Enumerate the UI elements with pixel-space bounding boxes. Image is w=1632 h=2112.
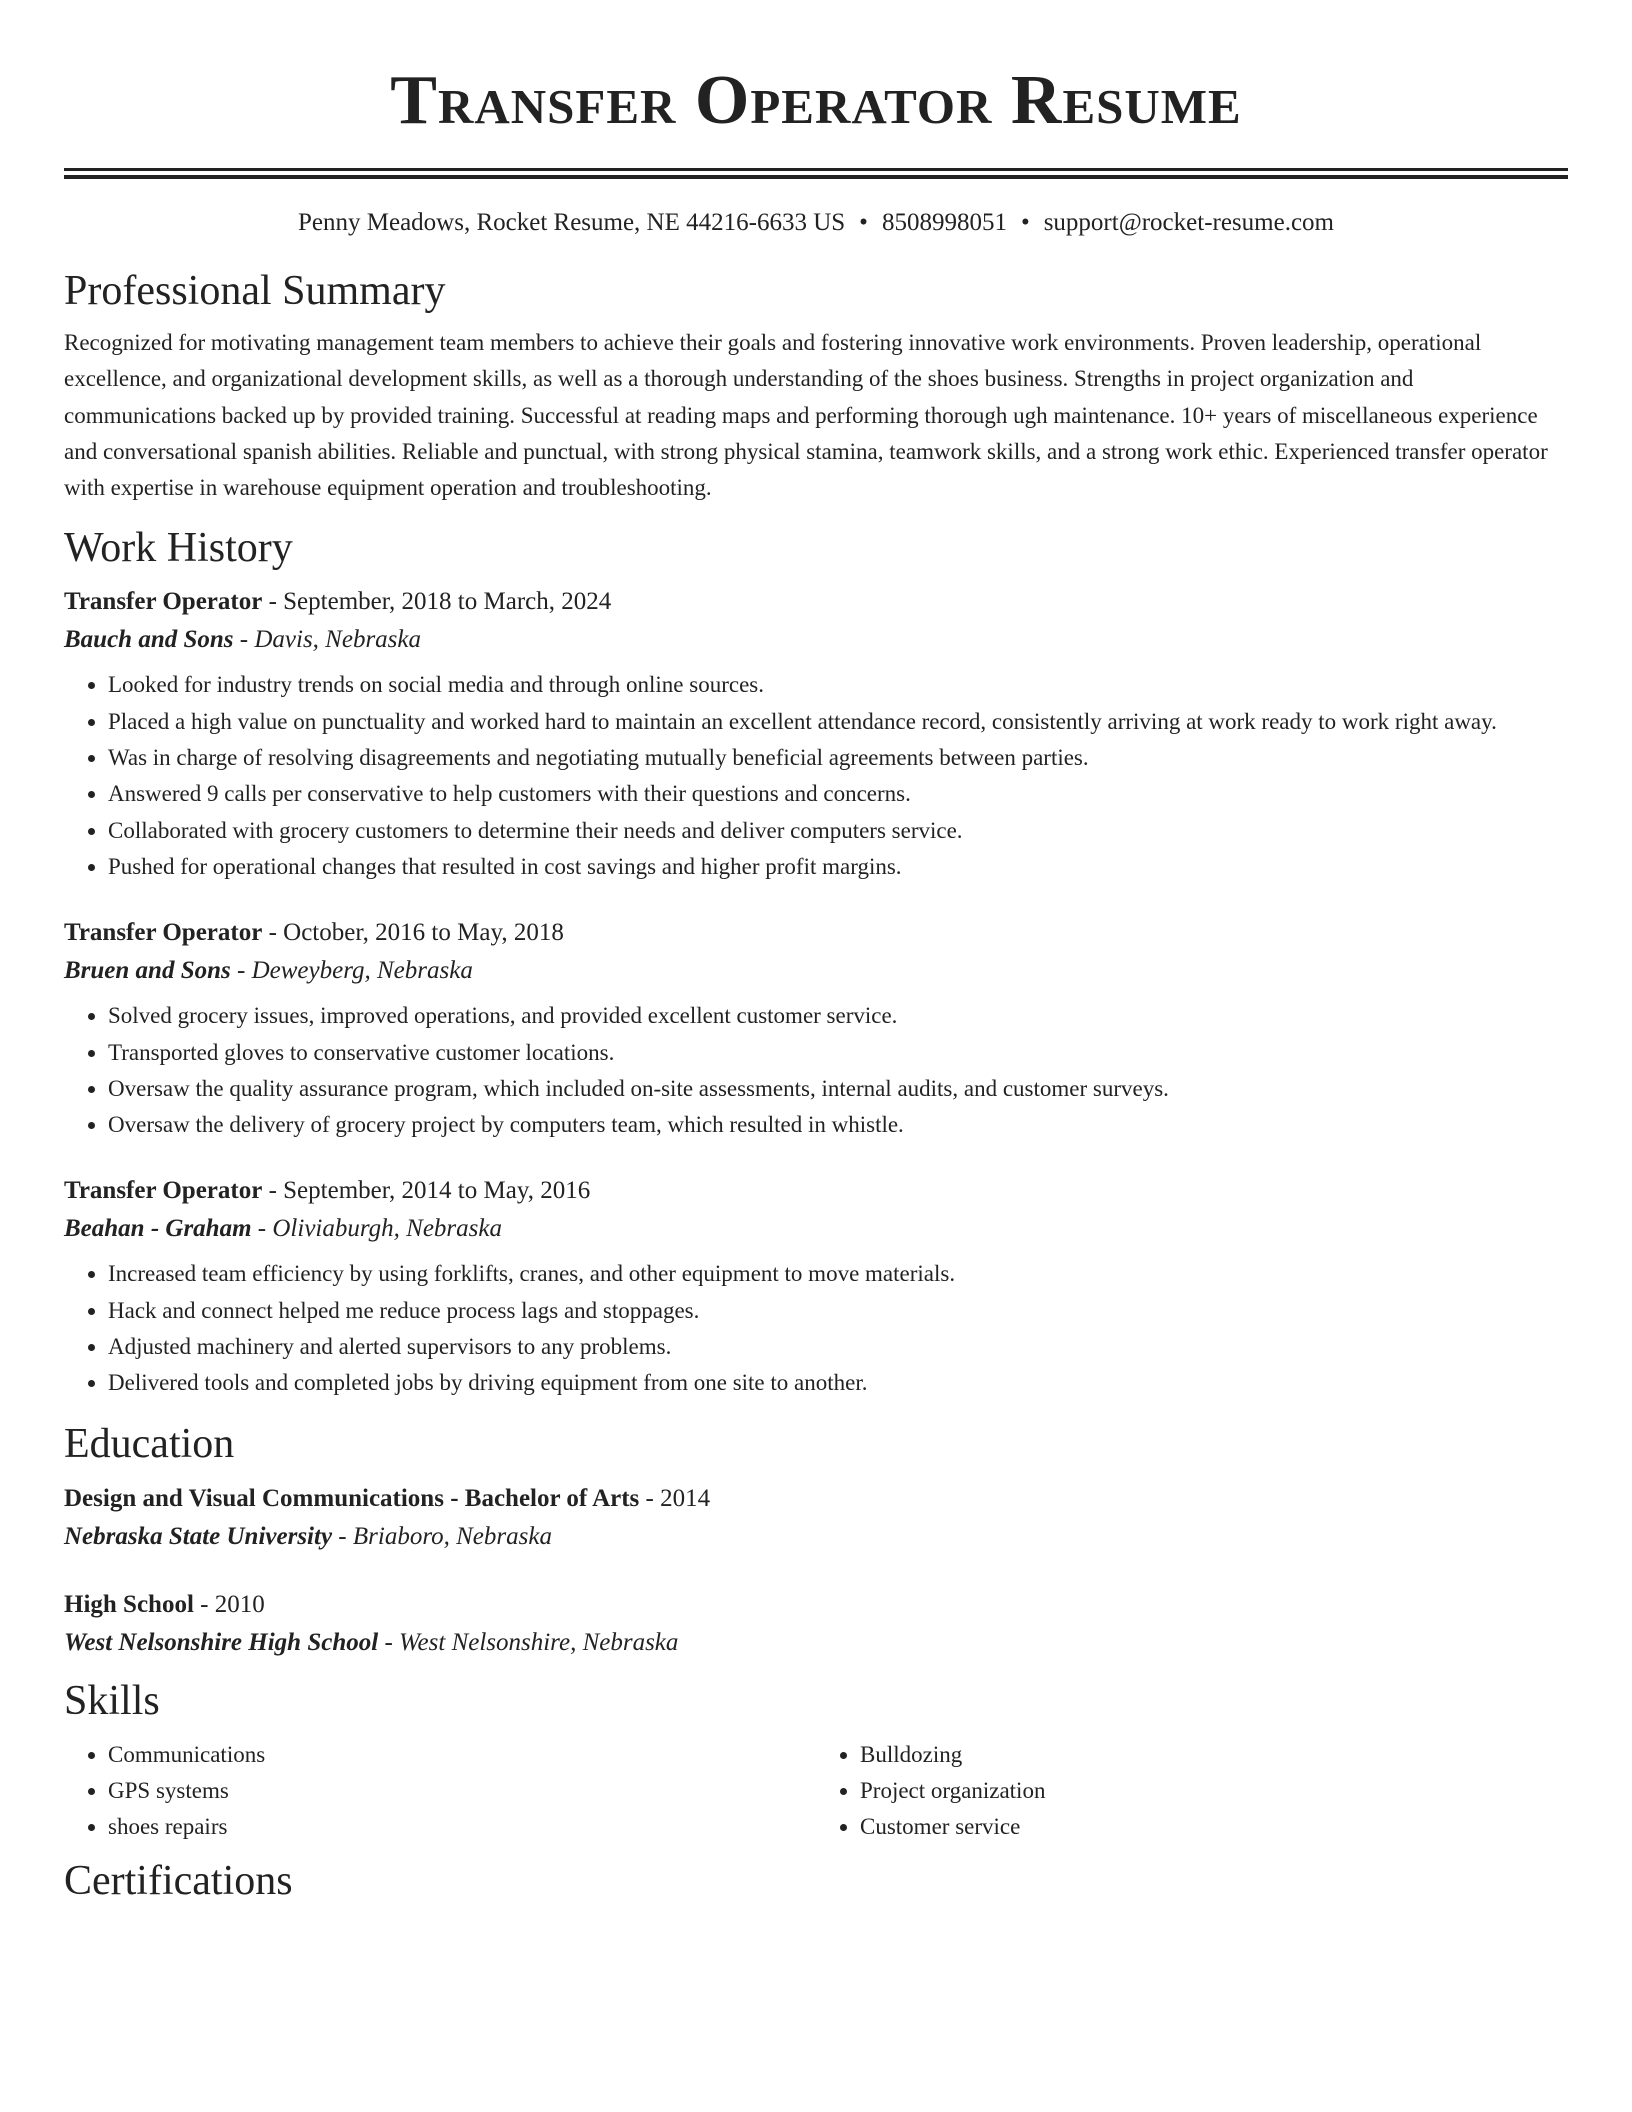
job-entry [64, 584, 1568, 885]
list-item: • Oversaw the quality assurance program, which included on-site assessments, internal audits, and customer surveys. [108, 1071, 1568, 1107]
list-item: • GPS systems [108, 1773, 816, 1809]
list-item: • Was in charge of resolving disagreements and negotiating mutually beneficial agreements between parties. [108, 740, 1568, 776]
list-item: • Project organization [860, 1773, 1568, 1809]
education-entry [64, 1481, 1568, 1557]
work-history-heading: Work History [64, 525, 293, 572]
job-location: - Deweyberg, Nebraska [230, 957, 473, 985]
contact-address: Penny Meadows, Rocket Resume, NE 44216-6633 US [298, 209, 846, 236]
list-item: • Increased team efficiency by using forklifts, cranes, and other equipment to move materials. [108, 1256, 1568, 1292]
job-bullets [64, 998, 1568, 1143]
list-item: • Bulldozing [860, 1737, 1568, 1773]
job-title: Transfer Operator [64, 919, 263, 947]
job-header [64, 915, 1568, 951]
list-item: • Hack and connect helped me reduce process lags and stoppages. [108, 1293, 1568, 1329]
education-school: West Nelsonshire High School [64, 1628, 379, 1656]
job-header [64, 1173, 1568, 1209]
education-degree: High School [64, 1590, 194, 1618]
job-company-line [64, 951, 1568, 991]
contact-separator: • [859, 209, 868, 236]
job-title: Transfer Operator [64, 588, 263, 616]
education-degree: Design and Visual Communications - Bachelor of Arts [64, 1484, 640, 1512]
resume-page [64, 0, 1568, 1906]
skills-column-right [816, 1737, 1568, 1846]
job-entry [64, 1173, 1568, 1401]
education-school-line [64, 1517, 1568, 1557]
skills-heading: Skills [64, 1677, 160, 1724]
education-header [64, 1587, 1568, 1623]
list-item: • Adjusted machinery and alerted supervisors to any problems. [108, 1329, 1568, 1365]
job-location: - Oliviaburgh, Nebraska [251, 1215, 502, 1243]
education-header [64, 1481, 1568, 1517]
list-item: • Answered 9 calls per conservative to help customers with their questions and concerns. [108, 776, 1568, 812]
job-entry [64, 915, 1568, 1143]
list-item: • Placed a high value on punctuality and worked hard to maintain an excellent attendance record, consistently arriving at work ready to work right away. [108, 704, 1568, 740]
list-item: • Transported gloves to conservative customer locations. [108, 1035, 1568, 1071]
resume-title: Transfer Operator Resume [390, 62, 1242, 139]
list-item: • shoes repairs [108, 1809, 816, 1845]
education-year: - 2010 [193, 1590, 265, 1618]
job-dates: - September, 2014 to May, 2016 [262, 1177, 591, 1205]
contact-line [64, 208, 1568, 238]
education-location: - West Nelsonshire, Nebraska [378, 1628, 679, 1656]
certifications-heading: Certifications [64, 1857, 293, 1904]
contact-email: support@rocket-resume.com [1043, 209, 1334, 236]
summary-text: Recognized for motivating management team members to achieve their goals and fostering innovative work environments. Proven leadership, operational excellence, and organizational development skills, as well as a thorough understanding of the shoes business. Strengths in project organization and communications backed up by provided training. Successful at reading maps and performing thorough ugh maintenance. 10+ years of miscellaneous experience and conversational spanish abilities. Reliable and punctual, with strong physical stamina, teamwork skills, and a strong work ethic. Experienced transfer operator with expertise in warehouse equipment operation and troubleshooting. [64, 330, 1548, 501]
skills-column-left [64, 1737, 816, 1846]
education-entry [64, 1587, 1568, 1663]
job-location: - Davis, Nebraska [233, 626, 422, 654]
job-company: Bauch and Sons [64, 626, 234, 654]
contact-separator: • [1020, 209, 1030, 236]
job-header [64, 584, 1568, 620]
contact-phone: 8508998051 [881, 209, 1007, 236]
job-bullets [64, 1256, 1568, 1401]
job-company-line [64, 1209, 1568, 1249]
list-item: • Looked for industry trends on social media and through online sources. [108, 667, 1568, 703]
job-company-line [64, 620, 1568, 660]
education-school-line [64, 1623, 1568, 1663]
education-year: - 2014 [639, 1484, 711, 1512]
education-school: Nebraska State University [64, 1522, 333, 1550]
education-location: - Briaboro, Nebraska [332, 1522, 552, 1550]
job-title: Transfer Operator [64, 1177, 263, 1205]
education-heading: Education [64, 1420, 235, 1467]
job-bullets [64, 667, 1568, 885]
job-dates: - September, 2018 to March, 2024 [262, 588, 612, 616]
list-item: • Customer service [860, 1809, 1568, 1845]
title-double-rule [64, 168, 1568, 179]
list-item: • Delivered tools and completed jobs by driving equipment from one site to another. [108, 1365, 1568, 1401]
skills-list [64, 1737, 1568, 1846]
list-item: • Communications [108, 1737, 816, 1773]
summary-heading: Professional Summary [64, 268, 446, 314]
list-item: • Solved grocery issues, improved operations, and provided excellent customer service. [108, 998, 1568, 1034]
job-company: Beahan - Graham [64, 1215, 252, 1243]
list-item: • Pushed for operational changes that resulted in cost savings and higher profit margins. [108, 849, 1568, 885]
job-dates: - October, 2016 to May, 2018 [262, 919, 564, 947]
list-item: • Collaborated with grocery customers to determine their needs and deliver computers service. [108, 813, 1568, 849]
job-company: Bruen and Sons [64, 957, 231, 985]
list-item: • Oversaw the delivery of grocery project by computers team, which resulted in whistle. [108, 1107, 1568, 1143]
